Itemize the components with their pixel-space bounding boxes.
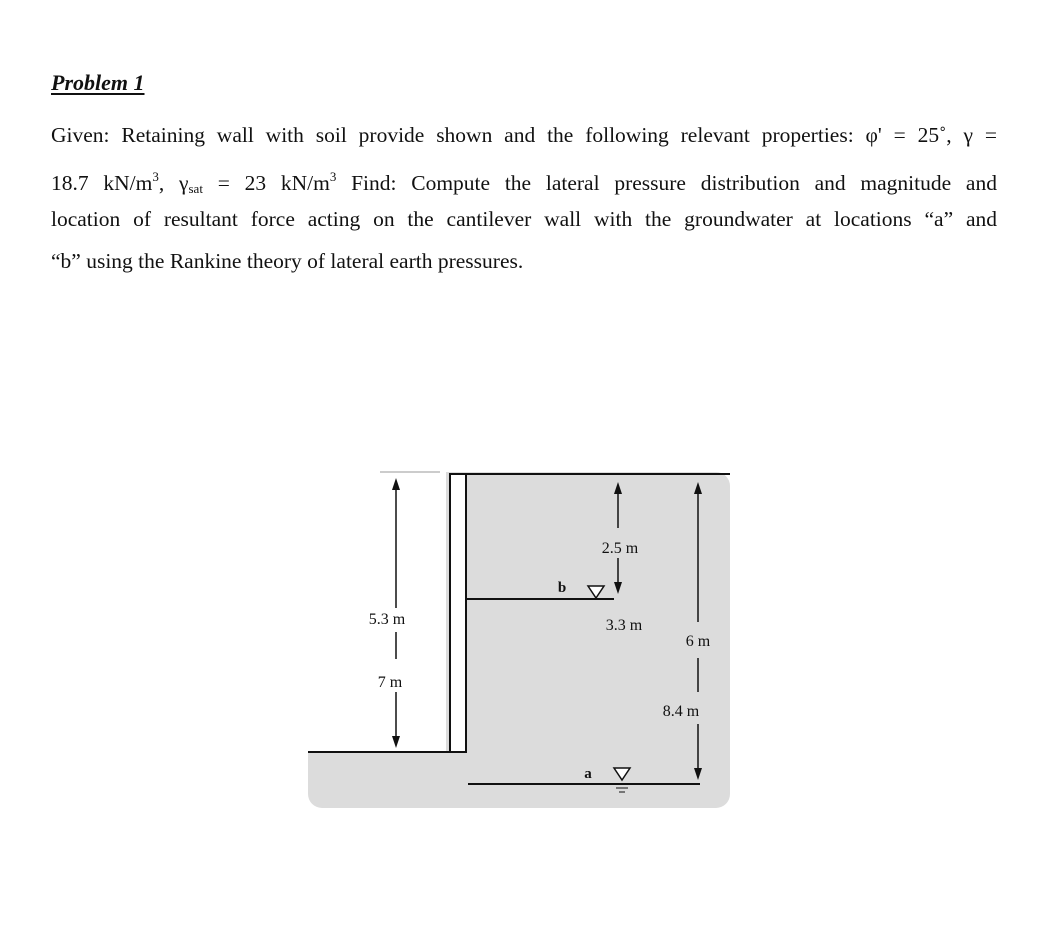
dim-6-label: 6 m bbox=[685, 633, 711, 650]
statement-line-2 bbox=[51, 156, 997, 198]
dim-2-5-label: 2.5 m bbox=[601, 540, 639, 557]
statement-line-4-text: “b” using the Rankine theory of lateral earth pressures. bbox=[51, 249, 524, 273]
find-text: Find: Compute the lateral pressure distribution and magnitude and bbox=[336, 171, 997, 195]
wall-stem bbox=[450, 474, 466, 752]
sat-weight-text: = 23 kN/m bbox=[202, 171, 330, 195]
statement-line-3-text: location of resultant force acting on the cantilever wall with the groundwater at locations “a” and bbox=[51, 207, 997, 231]
unit-weight-text: 18.7 kN/m bbox=[51, 171, 153, 195]
dim-8-4-label: 8.4 m bbox=[662, 703, 700, 720]
dim-3-3-label: 3.3 m bbox=[605, 617, 643, 634]
unit-superscript-2: 3 bbox=[329, 169, 337, 184]
statement-line-1 bbox=[51, 114, 997, 156]
dim-7-label: 7 m bbox=[377, 674, 403, 691]
dim-5-3-label: 5.3 m bbox=[368, 611, 406, 628]
statement-line-3 bbox=[51, 198, 997, 240]
retaining-wall-figure bbox=[300, 462, 740, 812]
statement-line-4 bbox=[51, 240, 997, 282]
unit-superscript: 3 bbox=[152, 169, 159, 184]
label-a: a bbox=[584, 766, 592, 782]
front-air-region bbox=[300, 462, 446, 752]
statement-line-1-text: Given: Retaining wall with soil provide shown and the following relevant properties: φ' = 25˚, γ = bbox=[51, 123, 997, 147]
sat-subscript: sat bbox=[188, 181, 203, 196]
problem-statement bbox=[51, 114, 997, 282]
gamma-sat-text: , γ bbox=[158, 171, 189, 195]
retaining-wall-diagram bbox=[300, 462, 740, 812]
label-b: b bbox=[557, 580, 567, 596]
problem-heading: Problem 1 bbox=[51, 70, 145, 95]
